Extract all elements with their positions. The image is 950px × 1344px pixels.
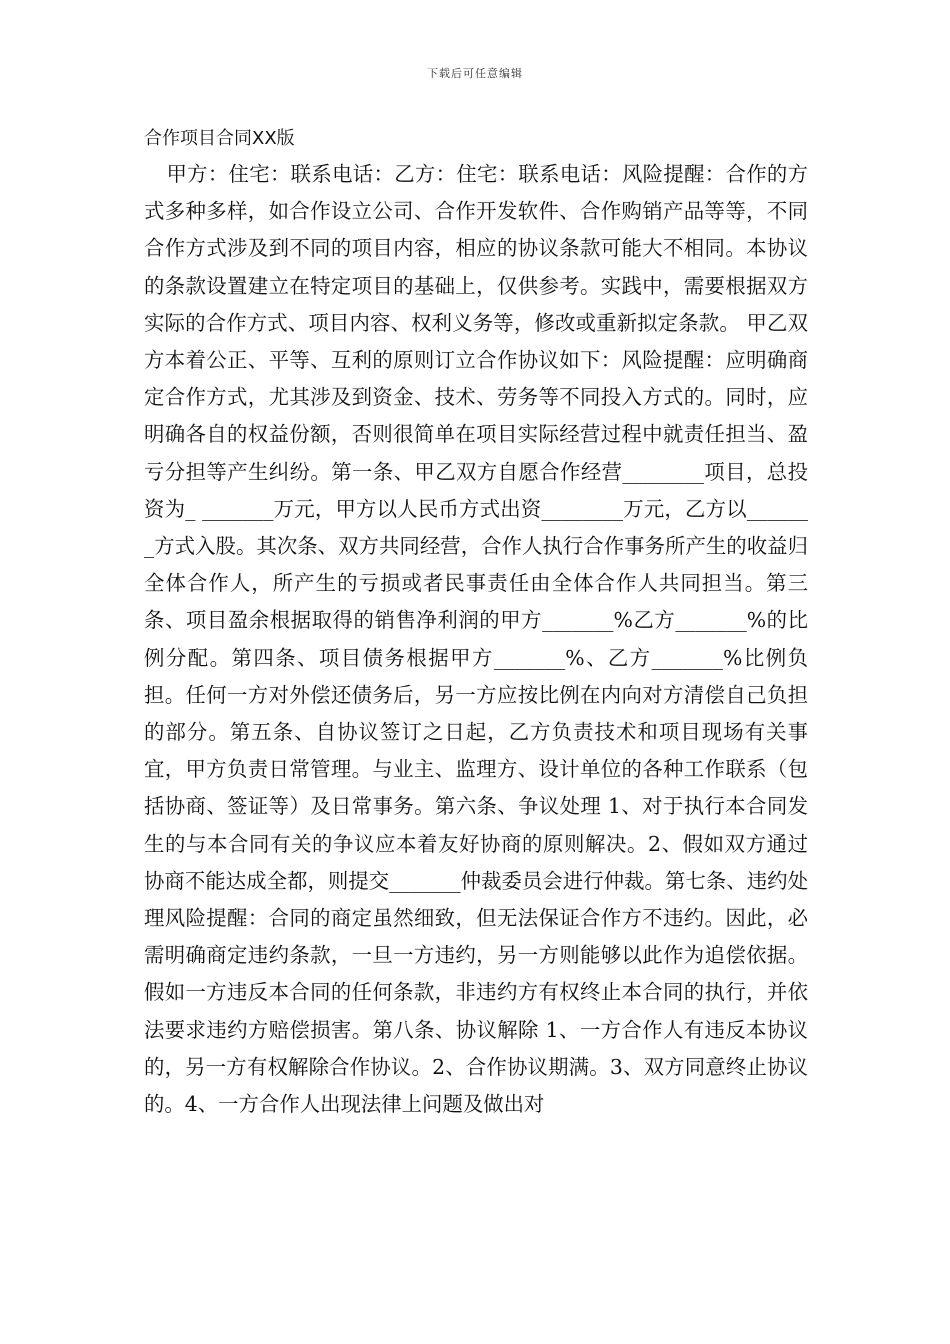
document-body: 甲方：住宅：联系电话：乙方：住宅：联系电话：风险提醒：合作的方式多种多样，如合作设立公司、合作开发软件、合作购销产品等等，不同合作方式涉及到不同的项目内容，相应的协议条款可能大不相同。本协议的条款设置建立在特定项目的基础上，仅供参考。实践中，需要根据双方实际的合作方式、项目内容、权利义务等，修改或重新拟定条款。 甲乙双方本着公正、平等、互利的原则订立合作协议如下：风险提醒：应明确商定合作方式，尤其涉及到资金、技术、劳务等不同投入方式的。同时，应明确各自的权益份额，否则很简单在项目实际经营过程中就责任担当、盈亏分担等产生纠纷。第一条、甲乙双方自愿合作经营________项目，总投资为_ _______万元，甲方以人民币方式出资________万元，乙方以_______方式入股。其次条、双方共同经营，合作人执行合作事务所产生的收益归全体合作人，所产生的亏损或者民事责任由全体合作人共同担当。第三条、项目盈余根据取得的销售净利润的甲方_______%乙方_______%的比例分配。第四条、项目债务根据甲方_______%、乙方_______%比例负担。任何一方对外偿还债务后，另一方应按比例在内向对方清偿自己负担的部分。第五条、自协议签订之日起，乙方负责技术和项目现场有关事宜，甲方负责日常管理。与业主、监理方、设计单位的各种工作联系（包括协商、签证等）及日常事务。第六条、争议处理 1、对于执行本合同发生的与本合同有关的争议应本着友好协商的原则解决。2、假如双方通过协商不能达成全都，则提交_______仲裁委员会进行仲裁。第七条、违约处理风险提醒：合同的商定虽然细致，但无法保证合作方不违约。因此，必需明确商定违约条款，一旦一方违约，另一方则能够以此作为追偿依据。 假如一方违反本合同的任何条款，非违约方有权终止本合同的执行，并依法要求违约方赔偿损害。第八条、协议解除 1、一方合作人有违反本协议的，另一方有权解除合作协议。2、合作协议期满。3、双方同意终止协议的。4、一方合作人出现法律上问题及做出对: [144, 162, 808, 1117]
page-header: 下载后可任意编辑: [427, 67, 523, 80]
document-title: 合作项目合同XX版: [144, 128, 295, 149]
